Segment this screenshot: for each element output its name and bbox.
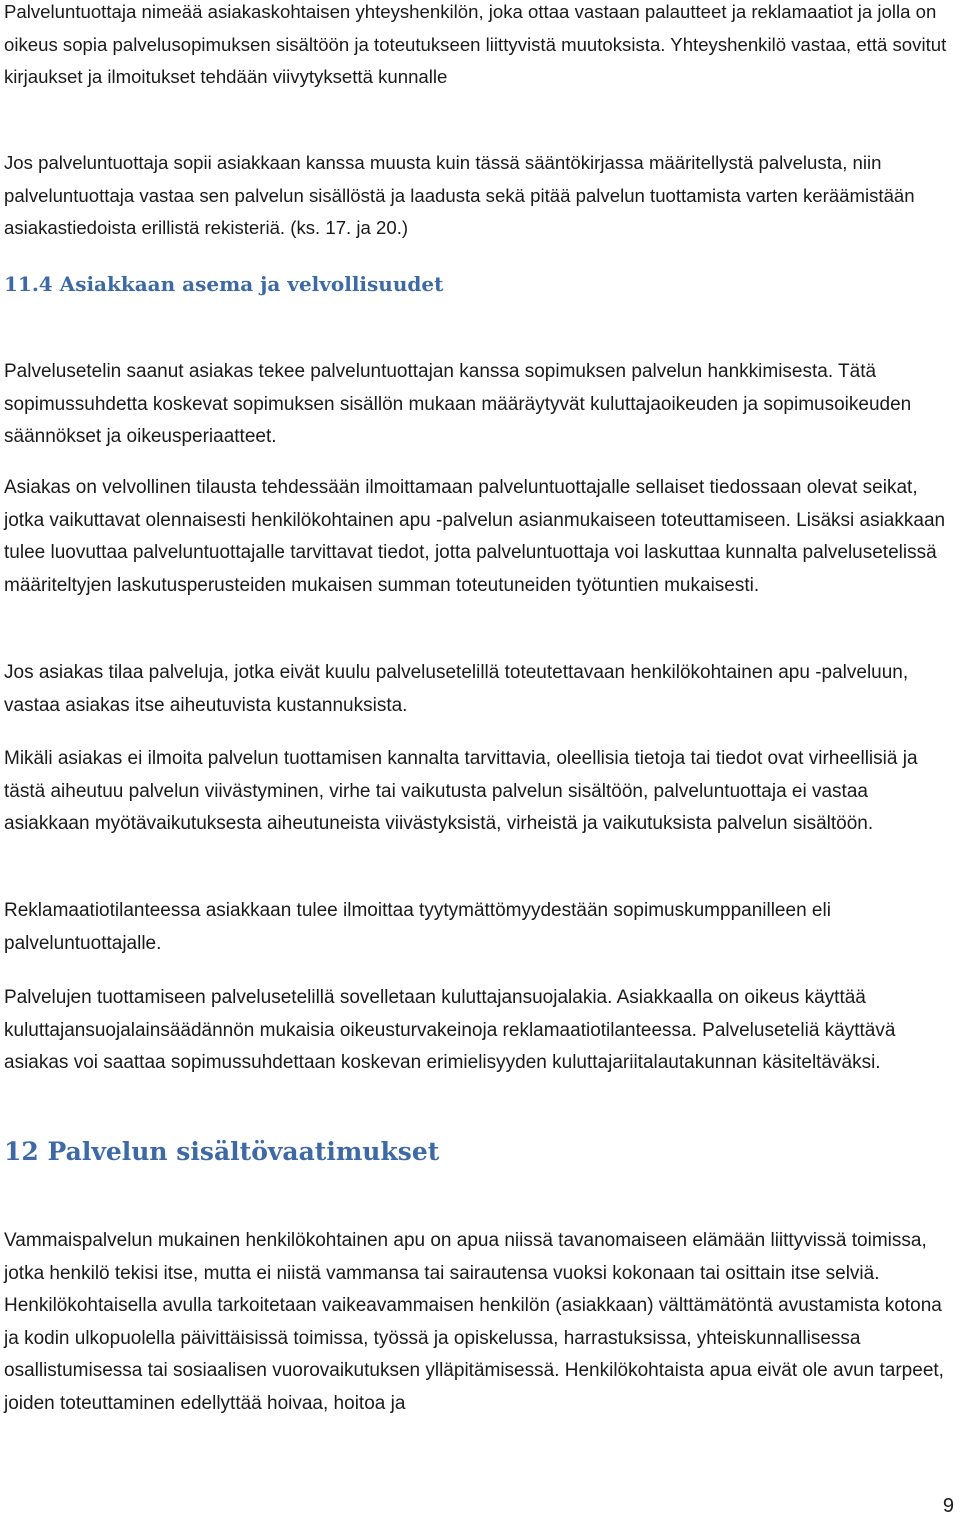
- paragraph-complaints: Reklamaatiotilanteessa asiakkaan tulee ilmoittaa tyytymättömyydestään sopimuskumppanilleen eli palveluntuottajalle.: [4, 900, 831, 954]
- paragraph-extra-services-cost: Jos asiakas tilaa palveluja, jotka eivät kuulu palvelusetelillä toteutettavaan henkilökohtainen apu -palveluun, vastaa asiakas itse aiheutuvista kustannuksista.: [4, 662, 909, 716]
- paragraph-service-voucher-contract: Palvelusetelin saanut asiakas tekee palveluntuottajan kanssa sopimuksen palvelun hankkimisesta. Tätä sopimussuhdetta koskevat sopimuksen sisällön mukaan määräytyvät kuluttajaoikeuden ja sopimusoikeuden säännökset ja oikeusperiaatteet.: [4, 361, 912, 447]
- paragraph-missing-information: Mikäli asiakas ei ilmoita palvelun tuottamisen kannalta tarvittavia, oleellisia tietoja tai tiedot ovat virheellisiä ja tästä aiheutuu palvelun viivästyminen, virhe tai vaikutusta palvelun sisältöön, palveluntuottaja ei vastaa asiakkaan myötävaikutuksesta aiheutuneista viivästyksistä, virheistä ja vaikutuksista palvelun sisältöön.: [4, 748, 918, 834]
- paragraph-customer-obligations: Asiakas on velvollinen tilausta tehdessään ilmoittamaan palveluntuottajalle sellaiset tiedossaan olevat seikat, jotka vaikuttavat olennaisesti henkilökohtainen apu -palvelun asianmukaiseen toteuttamiseen. Lisäksi asiakkaan tulee luovuttaa palveluntuottajalle tarvittavat tiedot, jotta palveluntuottaja voi laskuttaa kunnalta palvelusetelissä määriteltyjen laskutusperusteiden mukaisen summan toteutuneiden työtuntien mukaisesti.: [4, 477, 946, 596]
- section-heading-11-4: 11.4 Asiakkaan asema ja velvollisuudet: [4, 272, 444, 296]
- paragraph-contact-person: Palveluntuottaja nimeää asiakaskohtaisen yhteyshenkilön, joka ottaa vastaan palautteet ja reklamaatiot ja jolla on oikeus sopia palvelusopimuksen sisältöön ja toteutukseen liittyvistä muutoksista. Yhteyshenkilö vastaa, että sovitut kirjaukset ja ilmoitukset tehdään viivytyksettä kunnalle: [4, 1, 947, 87]
- paragraph-consumer-protection: Palvelujen tuottamiseen palvelusetelillä sovelletaan kuluttajansuojalakia. Asiakkaalla on oikeus käyttää kuluttajansuojalainsäädännön mukaisia oikeusturvakeinoja reklamaatiotilanteessa. Palveluseteliä käyttävä asiakas voi saattaa sopimussuhdettaan koskevan erimielisyyden kuluttajariitalautakunnan käsiteltäväksi.: [4, 987, 896, 1073]
- paragraph-other-services: Jos palveluntuottaja sopii asiakkaan kanssa muusta kuin tässä sääntökirjassa määritellystä palvelusta, niin palveluntuottaja vastaa sen palvelun sisällöstä ja laadusta sekä pitää palvelun tuottamista varten keräämistään asiakastiedoista erillistä rekisteriä. (ks. 17. ja 20.): [4, 152, 915, 238]
- page-number: 9: [942, 1495, 954, 1517]
- section-heading-12: 12 Palvelun sisältövaatimukset: [4, 1137, 440, 1166]
- paragraph-personal-assistance: Vammaispalvelun mukainen henkilökohtainen apu on apua niissä tavanomaiseen elämään liittyvissä toimissa, jotka henkilö tekisi itse, mutta ei niistä vammansa tai sairautensa vuoksi kokonaan tai osittain itse selviä. Henkilökohtaisella avulla tarkoitetaan vaikeavammaisen henkilön (asiakkaan) välttämätöntä avustamista kotona ja kodin ulkopuolella päivittäisissä toimissa, työssä ja opiskelussa, harrastuksissa, yhteiskunnallisessa osallistumisessa tai sosiaalisen vuorovaikutuksen ylläpitämisessä. Henkilökohtaista apua eivät ole avun tarpeet, joiden toteuttaminen edellyttää hoivaa, hoitoa ja: [4, 1230, 944, 1414]
